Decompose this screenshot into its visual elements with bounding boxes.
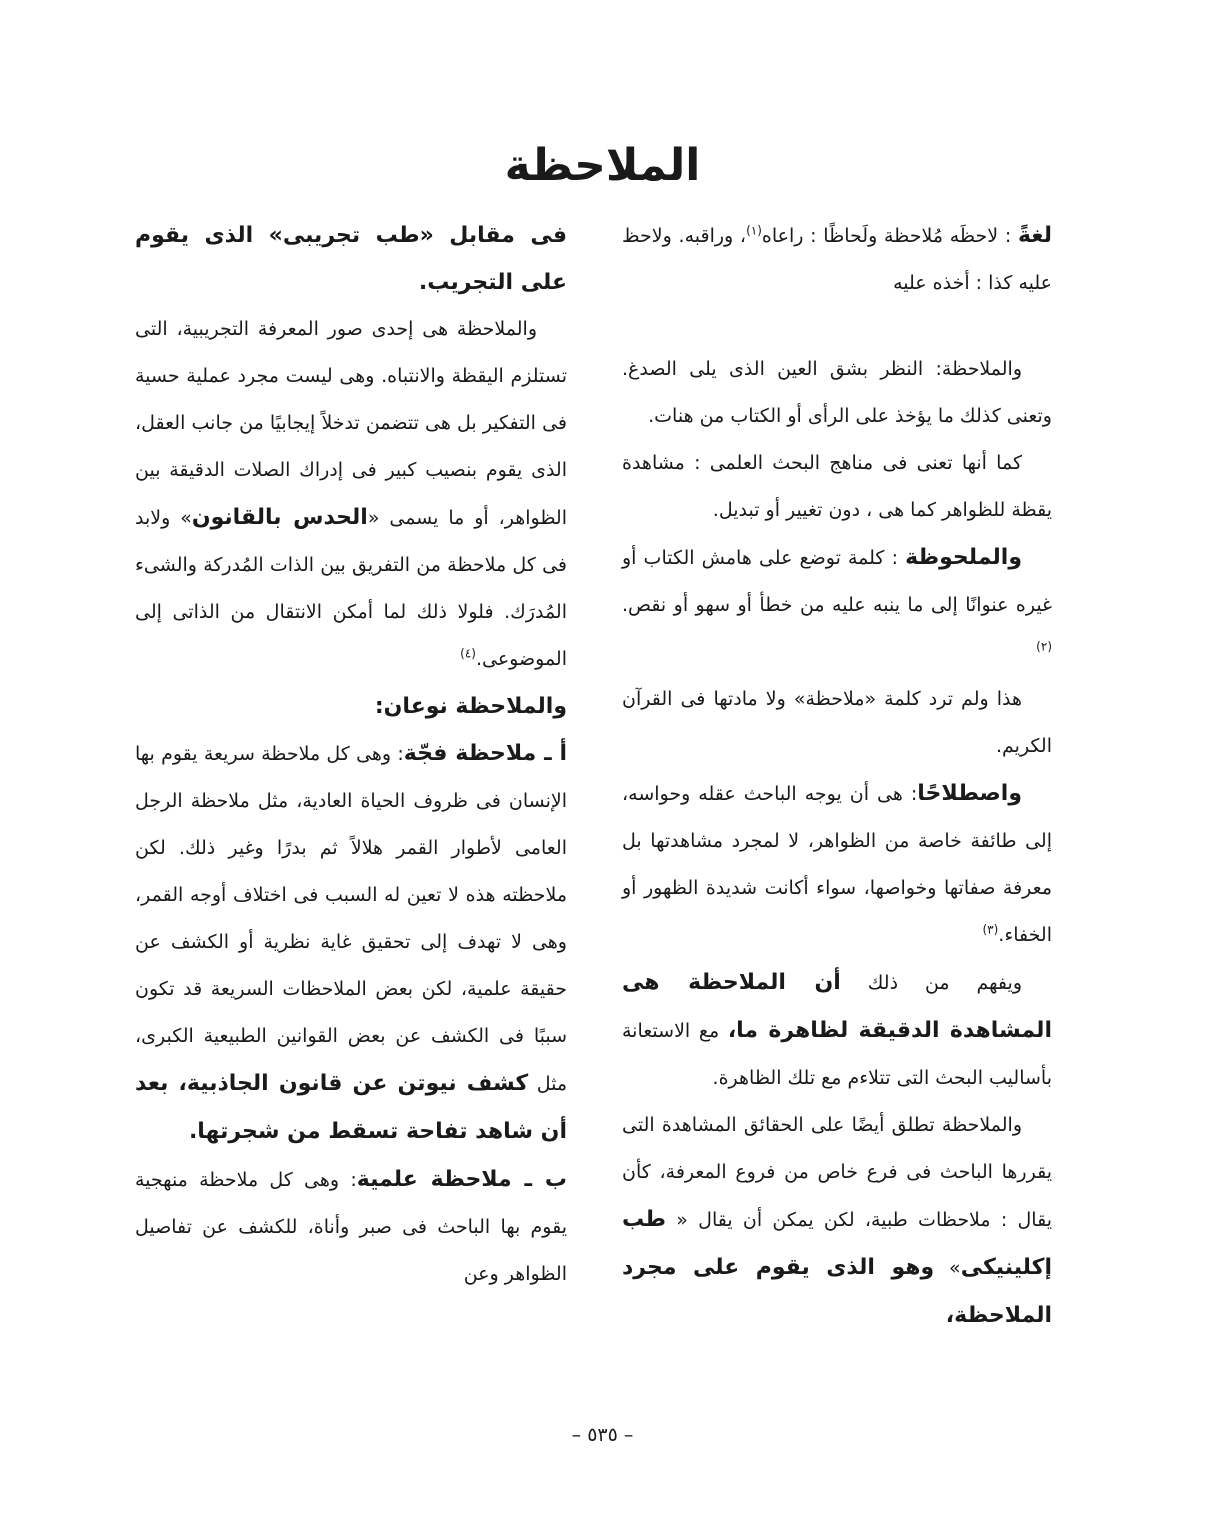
paragraph-understood: ويفهم من ذلك أن الملاحظة هى المشاهدة الدقيقة لظاهرة ما، مع الاستعانة بأساليب البحث التى تتلاءم مع تلك الظاهرة. [622, 970, 1052, 1089]
paragraph-scientific-observation: ب ـ ملاحظة علمية: وهى كل ملاحظة منهجية يقوم بها الباحث فى صبر وأناة، للكشف عن تفاصيل الظواهر وعن [135, 1167, 567, 1285]
paragraph-terminological: واصطلاحًا: هى أن يوجه الباحث عقله وحواسه، إلى طائفة خاصة من الظواهر، لا لمجرد مشاهدتها بل معرفة صفاتها وخواصها، سواء أكانت شديدة الظهور أو الخفاء.$^{(٣)}$ [622, 781, 1052, 946]
page-number: – ٥٣٥ – [571, 1424, 634, 1446]
paragraph-malhuza: والملحوظة : كلمة توضع على هامش الكتاب أو غيره عنوانًا إلى ما ينبه عليه من خطأ أو سهو أو نقص.$^{(٢)}$ [622, 545, 1052, 654]
paragraph-lexical-definition: لغةً : لاحظَه مُلاحظة ولَحاظًا : راعاه$^{(١)}$، وراقبه. ولاحظ عليه كذا : أخذه عليه [622, 223, 1052, 294]
paragraph-empirical: والملاحظة هى إحدى صور المعرفة التجريبية، التى تستلزم اليقظة والانتباه. وهى ليست مجرد عملية حسية فى التفكير بل هى تتضمن تدخلاً إيجابيًا من جانب العقل، الذى يقوم بنصيب كبير فى إدراك الصلات الدقيقة بين الظواهر، أو ما يسمى «الحدس بالقانون» ولابد فى كل ملاحظة من التفريق بين الذات المُدركة والشىء المُدرَك. فلولا ذلك لما أمكن الانتقال من الذاتى إلى الموضوعى.$^{(٤)}$ [135, 318, 567, 670]
footnote-marker: (٣) [982, 922, 999, 937]
paragraph-research-meaning: كما أنها تعنى فى مناهج البحث العلمى : مشاهدة يقظة للظواهر كما هى ، دون تغيير أو تبديل. [622, 452, 1052, 521]
paragraph-meaning: والملاحظة: النظر بشق العين الذى يلى الصدغ. وتعنى كذلك ما يؤخذ على الرأى أو الكتاب من هنات. [622, 358, 1052, 427]
footnote-marker: (٤) [460, 646, 476, 661]
paragraph-facts: والملاحظة تطلق أيضًا على الحقائق المشاهدة التى يقررها الباحث فى فرع خاص من فروع المعرفة، كأن يقال : ملاحظات طبية، لكن يمكن أن يقال « طب إكلينيكى» وهو الذى يقوم على مجرد الملاحظة، [622, 1114, 1052, 1328]
page-title: الملاحظة [504, 140, 701, 191]
heading-types: والملاحظة نوعان: [374, 694, 567, 719]
footnote-marker: (١) [746, 223, 762, 238]
paragraph-crude-observation: أ ـ ملاحظة فجّة: وهى كل ملاحظة سريعة يقوم بها الإنسان فى ظروف الحياة العادية، مثل ملاحظة الرجل العامى لأطوار القمر هلالاً ثم بدرًا وغير ذلك. لكن ملاحظته هذه لا تعين له السبب فى اختلاف أوجه القمر، وهى لا تهدف إلى تحقيق غاية نظرية أو الكشف عن حقيقة علمية، لكن بعض الملاحظات السريعة قد تكون سببًا فى الكشف عن بعض القوانين الطبيعية الكبرى، مثل كشف نيوتن عن قانون الجاذبية، بعد أن شاهد تفاحة تسقط من شجرتها. [135, 741, 567, 1144]
paragraph-continuation: فى مقابل «طب تجريبى» الذى يقوم على التجريب. [135, 223, 567, 295]
paragraph-quran: هذا ولم ترد كلمة «ملاحظة» ولا مادتها فى القرآن الكريم. [622, 688, 1052, 757]
footnote-marker: (٢) [1036, 639, 1052, 654]
right-column [622, 212, 1052, 1340]
left-column [135, 212, 567, 1298]
